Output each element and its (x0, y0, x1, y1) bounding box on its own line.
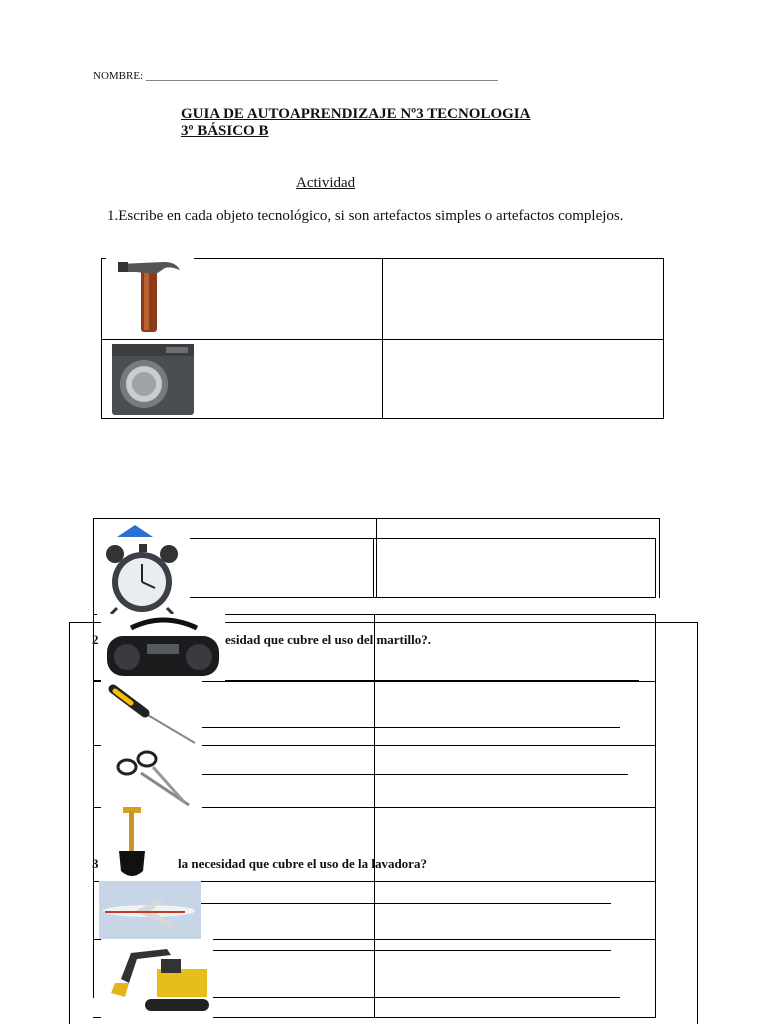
question-3-text: la necesidad que cubre el uso de la lavadora? (178, 856, 427, 871)
excavator-icon (101, 939, 213, 1018)
scissors-icon (101, 745, 202, 808)
title-line-1: GUIA DE AUTOAPRENDIZAJE Nº3 TECNOLOGIA (181, 106, 531, 122)
shovel-icon (101, 807, 174, 881)
hammer-icon (106, 258, 194, 338)
answer-line[interactable] (200, 774, 628, 775)
instruction-text: 1.Escribe en cada objeto tecnológico, si son artefactos simples o artefactos complejos. (107, 208, 624, 224)
answer-line[interactable] (200, 727, 620, 728)
answer-cell-hammer[interactable] (383, 259, 663, 338)
activity-heading: Actividad (296, 175, 356, 191)
airplane-icon (99, 881, 201, 939)
answer-line[interactable] (200, 950, 611, 951)
answer-cell-washing-machine[interactable] (383, 340, 663, 418)
question-3-number: 3 (92, 856, 99, 871)
nombre-field[interactable]: NOMBRE: ________________________________________________________________ (93, 70, 498, 82)
question-2-text: esidad que cubre el uso del martillo?. (225, 632, 431, 647)
triangle-icon (113, 524, 157, 538)
scissors-image (101, 745, 202, 808)
alarm-clock-image (97, 538, 190, 615)
alarm-clock-icon (97, 538, 190, 615)
shovel-image (101, 807, 174, 881)
washing-machine-image (106, 340, 198, 418)
excavator-image (101, 939, 213, 1018)
radio-image (101, 614, 225, 681)
page-title (181, 106, 530, 140)
airplane-image (99, 881, 201, 939)
title-line-2: 3º BÁSICO B (181, 123, 269, 139)
radio-icon (101, 614, 225, 681)
screwdriver-icon (101, 681, 202, 746)
answer-line[interactable] (200, 997, 620, 998)
question-2-number: 2 (92, 632, 99, 647)
hammer-image (106, 258, 194, 338)
washing-machine-icon (106, 340, 198, 418)
screwdriver-image (101, 681, 202, 746)
answer-line[interactable] (200, 903, 611, 904)
